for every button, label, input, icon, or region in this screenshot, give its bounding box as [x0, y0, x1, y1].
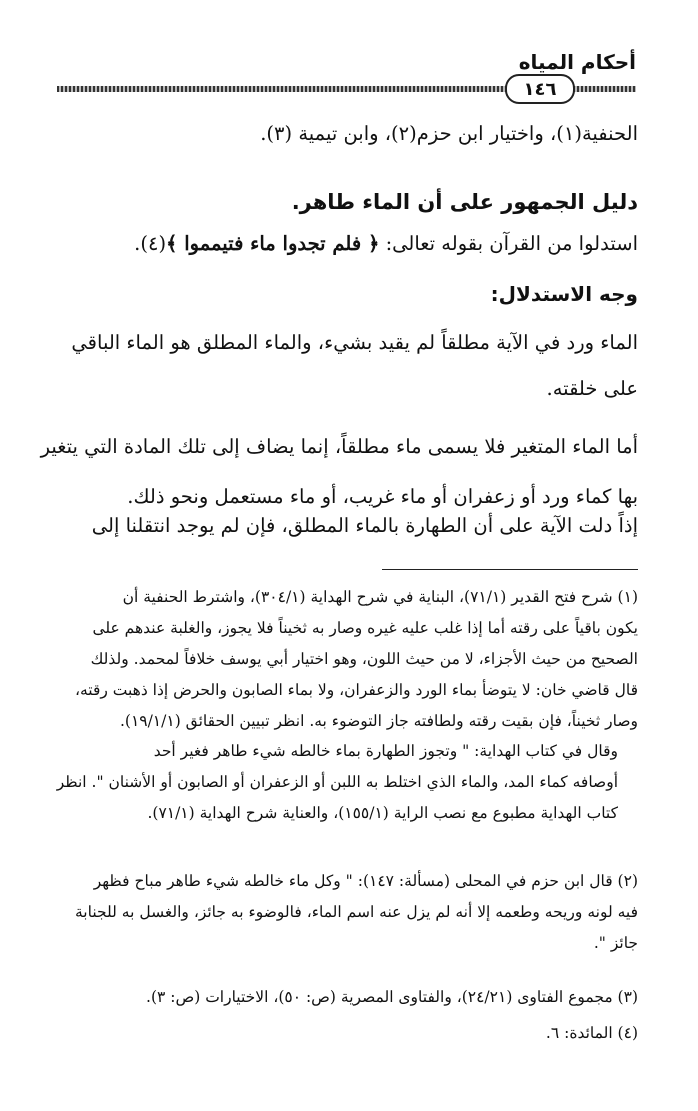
footnote-line: (١) شرح فتح القدير (٧١/١)، البناية في شرح الهداية (٣٠٤/١)، واشترط الحنفية أن: [122, 588, 638, 606]
footnote-line: فيه لونه وريحه وطعمه إلا أنه لم يزل عنه اسم الماء، فالوضوء به جائز، والغسل به للجنابة: [74, 903, 638, 921]
footnote-line: وصار ثخيناً، فإن بقيت رقته ولطافته جاز التوضوء به. انظر تبيين الحقائق (١٩/١/١).: [119, 712, 638, 730]
footnote-2: [75, 866, 638, 959]
footnote-1-continued: [57, 736, 618, 829]
page-number: ١٤٦: [505, 74, 575, 104]
footnote-line: وقال في كتاب الهداية: " وتجوز الطهارة بماء خالطه شيء طاهر فغير أحد: [153, 742, 618, 760]
footnote-line: قال قاضي خان: لا يتوضأ بماء الورد والزعفران، ولا بماء الصابون والحرض إذا ذهبت رقته،: [74, 681, 638, 699]
quran-verse: ﴿ فلم تجدوا ماء فتيمموا ﴾: [166, 232, 380, 255]
paragraph-4-line-2: بها كماء ورد أو زعفران أو ماء غريب، أو ماء مستعمل ونحو ذلك.: [127, 485, 638, 508]
footnote-4: (٤) المائدة: ٦.: [545, 1024, 638, 1042]
paragraph-3: [52, 320, 638, 412]
paragraph-3-line-1: الماء ورد في الآية مطلقاً لم يقيد بشيء، والماء المطلق هو الماء الباقي: [71, 331, 638, 354]
paragraph-5: [52, 514, 638, 537]
paragraph-5-line-1: إذاً دلت الآية على أن الطهارة بالماء المطلق، فإن لم يوجد انتقلنا إلى: [91, 514, 638, 537]
paragraph-2: [134, 232, 638, 255]
heading-inference: وجه الاستدلال:: [490, 282, 638, 306]
footnote-3: (٣) مجموع الفتاوى (٢٤/٢١)، والفتاوى المصرية (ص: ٥٠)، الاختيارات (ص: ٣).: [146, 988, 638, 1006]
footnote-line: جائز ".: [593, 934, 638, 952]
footnote-line: يكون باقياً على رقته أما إذا غلب عليه غيره وصار به ثخيناً فلا يجوز، والغلبة عندهم على: [92, 619, 638, 637]
footnote-line: كتاب الهداية مطبوع مع نصب الراية (١٥٥/١)، والعناية شرح الهداية (٧١/١).: [147, 804, 618, 822]
footnote-1: [75, 582, 638, 737]
paragraph-2-prefix: استدلوا من القرآن بقوله تعالى:: [379, 232, 638, 255]
paragraph-4: [40, 422, 638, 522]
paragraph-3-line-2: على خلقته.: [546, 377, 638, 400]
heading-majority-evidence: دليل الجمهور على أن الماء طاهر.: [291, 190, 638, 214]
paragraph-2-suffix: (٤).: [134, 232, 167, 255]
footnote-line: الصحيح من حيث الأجزاء، لا من حيث اللون، وهو اختيار أبي يوسف خلافاً لمحمد. ولذلك: [90, 650, 638, 668]
footnote-line: (٢) قال ابن حزم في المحلى (مسألة: ١٤٧): " وكل ماء خالطه شيء طاهر مباح فظهر: [93, 872, 638, 890]
running-title: أحكام المياه: [518, 50, 636, 74]
footnote-line: أوصافه كماء المد، والماء الذي اختلط به اللبن أو الزعفران أو الصابون أو الأشنان ". انظر: [56, 773, 618, 791]
paragraph-1: الحنفية(١)، واختيار ابن حزم(٢)، وابن تيمية (٣).: [260, 122, 638, 145]
footnote-separator: [382, 569, 638, 570]
paragraph-4-line-1: أما الماء المتغير فلا يسمى ماء مطلقاً، إنما يضاف إلى تلك المادة التي يتغير: [40, 435, 638, 458]
